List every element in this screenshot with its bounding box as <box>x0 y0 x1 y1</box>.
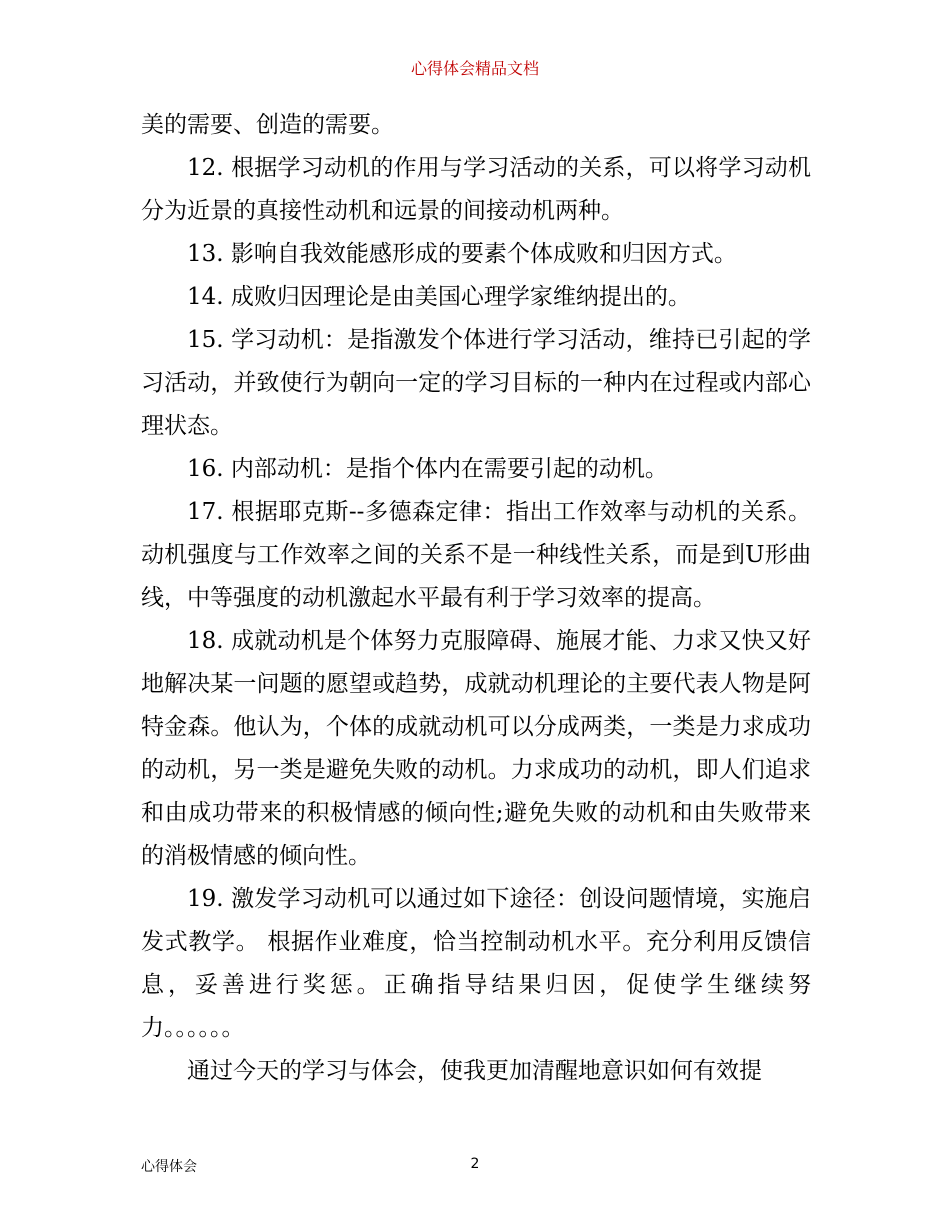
footer-label: 心得体会 <box>141 1159 197 1175</box>
paragraph-item-16: 16. 内部动机：是指个体内在需要引起的动机。 <box>187 456 668 482</box>
paragraph-item-17: 17. 根据耶克斯--多德森定律：指出工作效率与动机的关系。动机强度与工作效率之间的关系不是一种线性关系，而是到U形曲线，中等强度的动机激起水平最有利于学习效率的提高。 <box>141 499 811 611</box>
paragraph-closing: 通过今天的学习与体会，使我更加清醒地意识如何有效提 <box>187 1058 762 1084</box>
paragraph-item-12: 12. 根据学习动机的作用与学习活动的关系，可以将学习动机分为近景的真接性动机和远景的间接动机两种。 <box>141 155 811 224</box>
paragraph-item-19: 19. 激发学习动机可以通过如下途径：创设问题情境，实施启发式教学。 根据作业难度，恰当控制动机水平。充分利用反馈信息，妥善进行奖惩。正确指导结果归因，促使学生继续努力。。。。。。 <box>141 886 811 1041</box>
page-number: 2 <box>470 1156 480 1172</box>
paragraph-item-14: 14. 成败归因理论是由美国心理学家维纳提出的。 <box>187 284 691 310</box>
paragraph-item-15: 15. 学习动机：是指激发个体进行学习活动，维持已引起的学习活动，并致使行为朝向一定的学习目标的一种内在过程或内部心理状态。 <box>141 327 811 439</box>
document-header: 心得体会精品文档 <box>410 59 539 78</box>
paragraph-item-13: 13. 影响自我效能感形成的要素个体成败和归因方式。 <box>187 241 737 267</box>
paragraph-continuation: 美的需要、创造的需要。 <box>141 112 394 138</box>
document-body <box>141 104 811 1093</box>
paragraph-item-18: 18. 成就动机是个体努力克服障碍、施展才能、力求又快又好地解决某一问题的愿望或趋势，成就动机理论的主要代表人物是阿特金森。他认为，个体的成就动机可以分成两类，一类是力求成功的动机，另一类是避免失败的动机。力求成功的动机，即人们追求和由成功带来的积极情感的倾向性;避免失败的动机和由失败带来的消极情感的倾向性。 <box>141 628 811 869</box>
